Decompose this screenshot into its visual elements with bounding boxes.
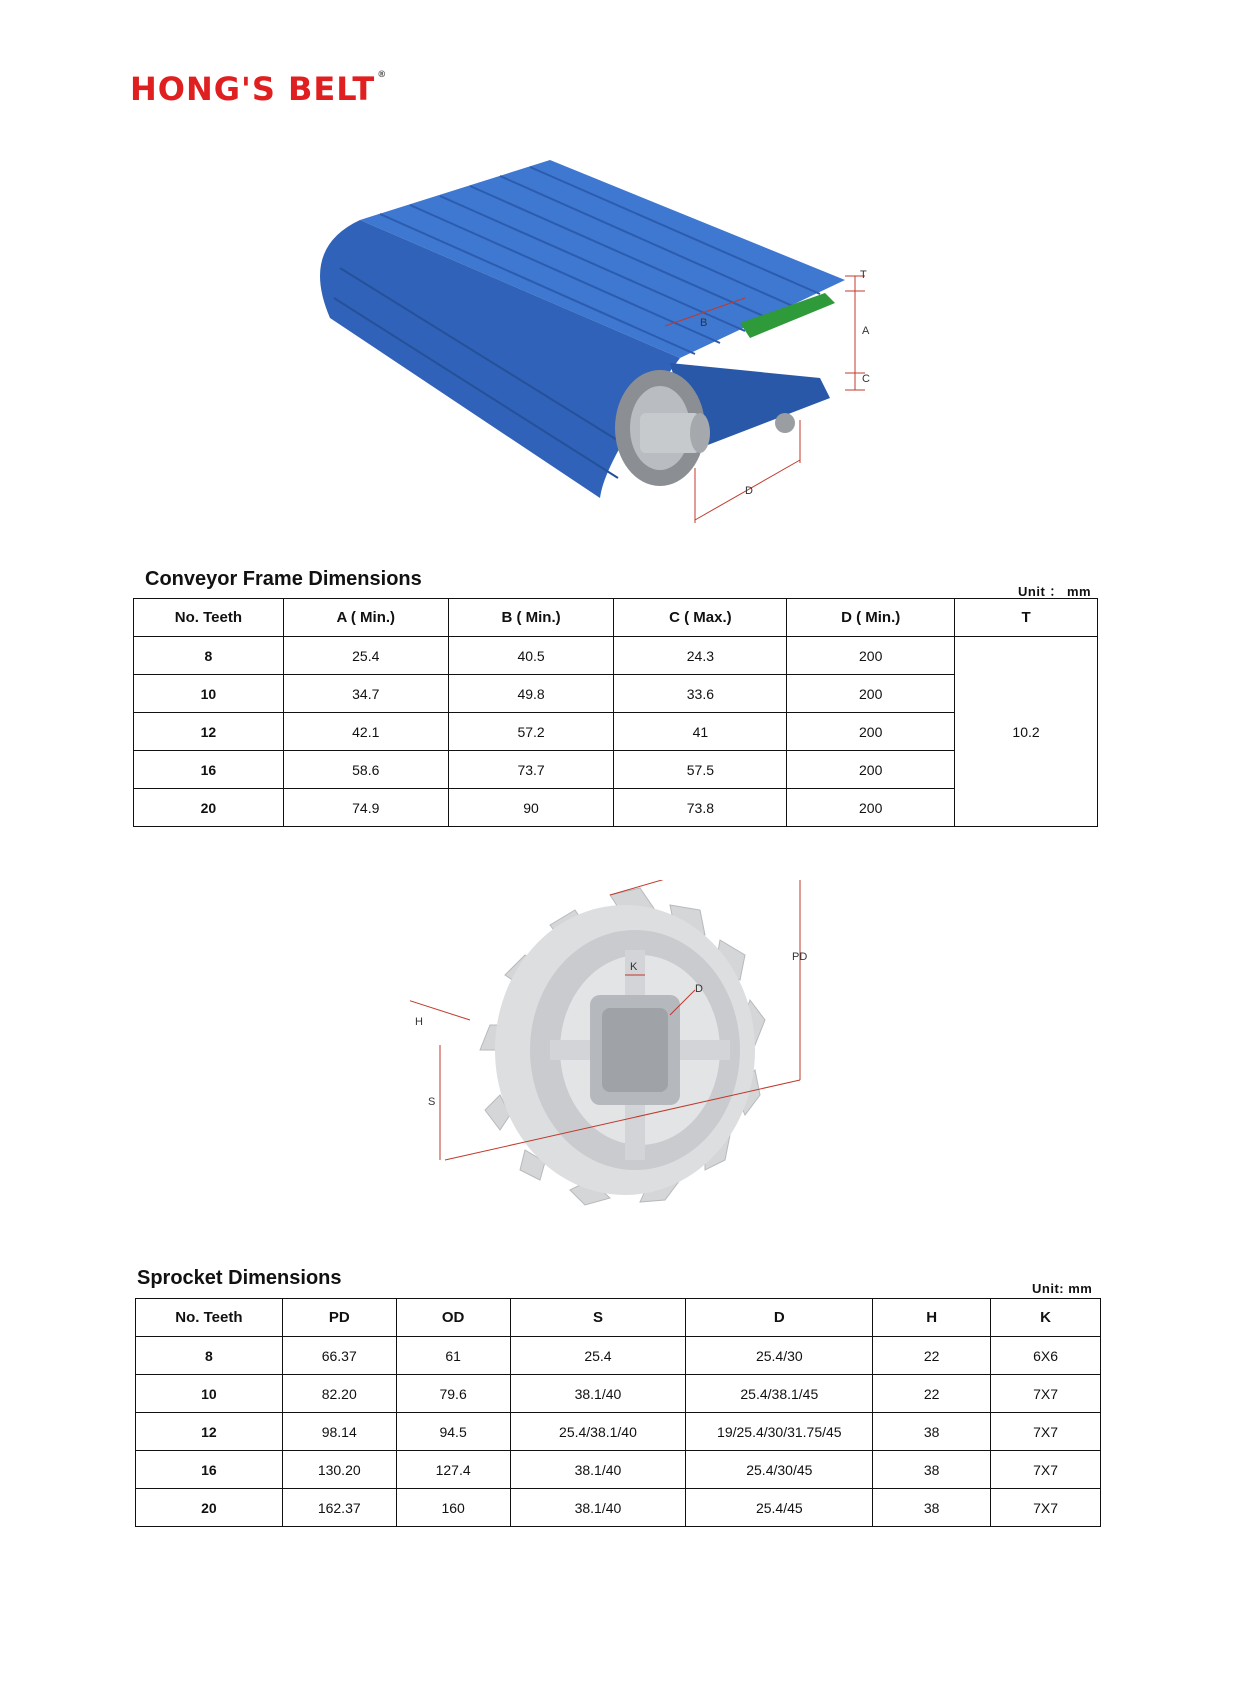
col-header: A ( Min.) [283, 599, 448, 637]
table-cell: 94.5 [396, 1413, 510, 1451]
table-cell: 38.1/40 [510, 1375, 686, 1413]
col-header: T [955, 599, 1098, 637]
table-cell: 8 [134, 637, 284, 675]
table-cell: 200 [787, 675, 955, 713]
table-cell: 98.14 [282, 1413, 396, 1451]
label-t: T [860, 269, 867, 281]
table-cell: 41 [614, 713, 787, 751]
label-d: D [745, 485, 753, 497]
table-row [136, 1451, 1101, 1489]
logo-text: HONG'S BELT [130, 70, 376, 108]
table-cell: 200 [787, 713, 955, 751]
col-header: D [686, 1299, 873, 1337]
table-cell: 22 [873, 1337, 991, 1375]
label-c: C [862, 373, 870, 385]
table-cell: 25.4 [510, 1337, 686, 1375]
table-cell: 127.4 [396, 1451, 510, 1489]
table-cell: 73.7 [448, 751, 614, 789]
registered-mark: ® [377, 70, 388, 80]
table-cell: 40.5 [448, 637, 614, 675]
sprocket-unit: Unit: mm [1032, 1281, 1093, 1296]
table-cell: 82.20 [282, 1375, 396, 1413]
t-value-cell: 10.2 [955, 637, 1098, 827]
table-cell: 42.1 [283, 713, 448, 751]
table-cell: 38 [873, 1413, 991, 1451]
label-sprocket-d: D [695, 983, 703, 995]
table-row [134, 675, 1098, 713]
table-cell: 24.3 [614, 637, 787, 675]
table-row [134, 751, 1098, 789]
table-cell: 90 [448, 789, 614, 827]
table-cell: 162.37 [282, 1489, 396, 1527]
table-row [134, 637, 1098, 675]
table-cell: 33.6 [614, 675, 787, 713]
table-cell: 8 [136, 1337, 283, 1375]
table-cell: 12 [136, 1413, 283, 1451]
table-cell: 49.8 [448, 675, 614, 713]
table-cell: 20 [134, 789, 284, 827]
sprocket-title: Sprocket Dimensions [137, 1267, 342, 1289]
table-header-row [134, 599, 1098, 637]
sprocket-table [135, 1298, 1101, 1527]
table-cell: 22 [873, 1375, 991, 1413]
table-cell: 12 [134, 713, 284, 751]
table-cell: 25.4/45 [686, 1489, 873, 1527]
table-row [136, 1489, 1101, 1527]
col-header: No. Teeth [134, 599, 284, 637]
table-cell: 38 [873, 1451, 991, 1489]
col-header: PD [282, 1299, 396, 1337]
table-row [136, 1337, 1101, 1375]
table-row [134, 713, 1098, 751]
label-k: K [630, 961, 638, 973]
table-cell: 66.37 [282, 1337, 396, 1375]
table-cell: 20 [136, 1489, 283, 1527]
col-header: OD [396, 1299, 510, 1337]
table-cell: 16 [134, 751, 284, 789]
col-header: H [873, 1299, 991, 1337]
table-cell: 57.5 [614, 751, 787, 789]
table-cell: 34.7 [283, 675, 448, 713]
sprocket-illustration [410, 880, 880, 1240]
table-cell: 38.1/40 [510, 1451, 686, 1489]
col-header: C ( Max.) [614, 599, 787, 637]
table-cell: 7X7 [991, 1375, 1101, 1413]
table-cell: 200 [787, 637, 955, 675]
table-cell: 7X7 [991, 1489, 1101, 1527]
label-h: H [415, 1016, 423, 1028]
table-cell: 200 [787, 751, 955, 789]
label-s: S [428, 1096, 436, 1108]
table-cell: 7X7 [991, 1413, 1101, 1451]
table-cell: 79.6 [396, 1375, 510, 1413]
table-cell: 25.4/30/45 [686, 1451, 873, 1489]
table-row [134, 789, 1098, 827]
table-cell: 25.4/38.1/40 [510, 1413, 686, 1451]
table-cell: 19/25.4/30/31.75/45 [686, 1413, 873, 1451]
table-cell: 25.4/30 [686, 1337, 873, 1375]
col-header: S [510, 1299, 686, 1337]
table-cell: 38.1/40 [510, 1489, 686, 1527]
frame-unit: Unit ： mm [1018, 584, 1092, 599]
table-cell: 200 [787, 789, 955, 827]
table-cell: 6X6 [991, 1337, 1101, 1375]
col-header: D ( Min.) [787, 599, 955, 637]
table-cell: 58.6 [283, 751, 448, 789]
table-cell: 25.4 [283, 637, 448, 675]
col-header: K [991, 1299, 1101, 1337]
table-cell: 73.8 [614, 789, 787, 827]
brand-logo [130, 70, 387, 108]
table-row [136, 1375, 1101, 1413]
frame-title: Conveyor Frame Dimensions [145, 568, 422, 590]
table-cell: 7X7 [991, 1451, 1101, 1489]
label-b: B [700, 317, 708, 329]
table-cell: 10 [136, 1375, 283, 1413]
table-cell: 61 [396, 1337, 510, 1375]
label-a: A [862, 325, 870, 337]
col-header: No. Teeth [136, 1299, 283, 1337]
belt-illustration [300, 158, 900, 558]
table-cell: 10 [134, 675, 284, 713]
col-header: B ( Min.) [448, 599, 614, 637]
table-cell: 25.4/38.1/45 [686, 1375, 873, 1413]
frame-table [133, 598, 1098, 827]
table-cell: 38 [873, 1489, 991, 1527]
table-cell: 160 [396, 1489, 510, 1527]
label-pd: PD [792, 951, 808, 963]
table-header-row [136, 1299, 1101, 1337]
table-cell: 16 [136, 1451, 283, 1489]
table-cell: 130.20 [282, 1451, 396, 1489]
table-cell: 74.9 [283, 789, 448, 827]
table-row [136, 1413, 1101, 1451]
table-cell: 57.2 [448, 713, 614, 751]
